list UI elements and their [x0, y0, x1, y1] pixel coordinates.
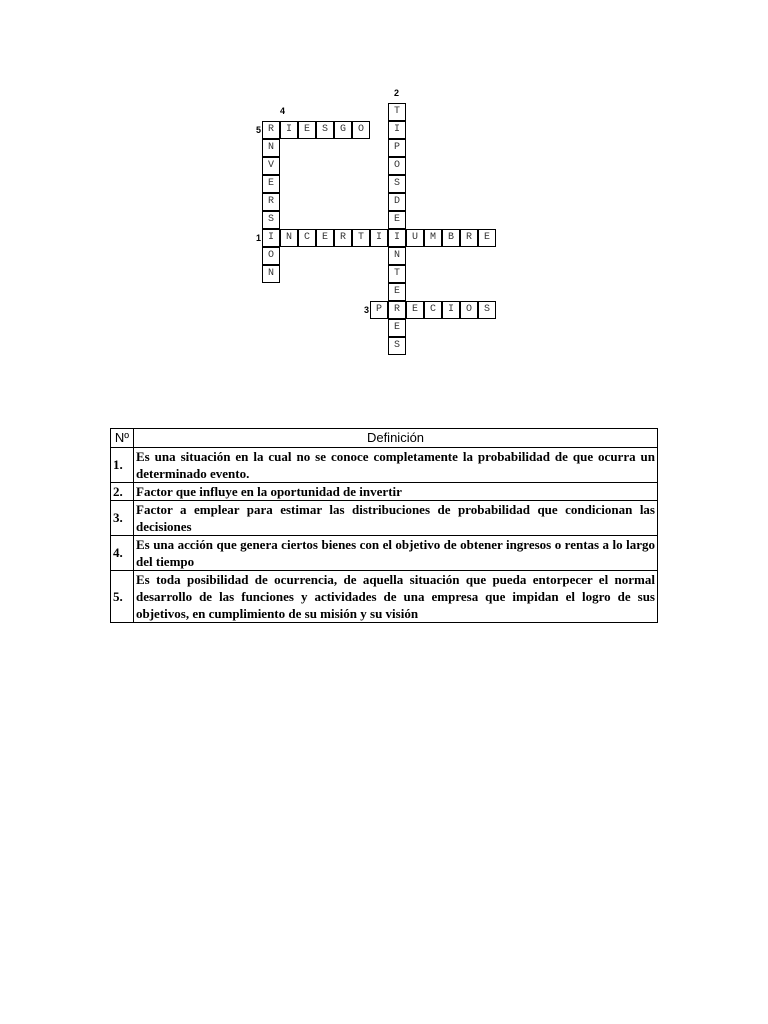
clue-number-2: 2: [394, 88, 400, 98]
crossword-cell: I: [280, 121, 298, 139]
row-definition: Factor que influye en la oportunidad de invertir: [134, 483, 658, 501]
crossword-cell: T: [388, 265, 406, 283]
row-definition: Es toda posibilidad de ocurrencia, de aquella situación que pueda entorpecer el normal desarrollo de las funciones y actividades de una empresa que impidan el logro de sus objetivos, en cumplimiento de su misión y su visión: [134, 571, 658, 623]
crossword-cell: O: [388, 157, 406, 175]
crossword-cell: E: [388, 283, 406, 301]
clue-number-4: 4: [280, 106, 286, 116]
crossword-cell: O: [460, 301, 478, 319]
crossword-puzzle: [0, 0, 768, 380]
crossword-cell: R: [262, 121, 280, 139]
crossword-cell: R: [334, 229, 352, 247]
row-definition: Es una acción que genera ciertos bienes con el objetivo de obtener ingresos o rentas a lo largo del tiempo: [134, 536, 658, 571]
crossword-cell: C: [424, 301, 442, 319]
crossword-cell: P: [370, 301, 388, 319]
crossword-cell: E: [478, 229, 496, 247]
definitions-table: [110, 428, 658, 623]
crossword-cell: B: [442, 229, 460, 247]
crossword-cell: D: [388, 193, 406, 211]
crossword-cell: S: [262, 211, 280, 229]
crossword-cell: I: [388, 229, 406, 247]
header-definition: Definición: [134, 429, 658, 448]
crossword-cell: V: [262, 157, 280, 175]
crossword-cell: I: [442, 301, 460, 319]
table-row: [111, 536, 658, 571]
table-header-row: [111, 429, 658, 448]
table-row: [111, 501, 658, 536]
clue-number-5: 5: [256, 125, 262, 135]
row-number: 4.: [111, 536, 134, 571]
crossword-cell: T: [388, 103, 406, 121]
crossword-cell: S: [388, 175, 406, 193]
crossword-cell: N: [280, 229, 298, 247]
crossword-cell: E: [262, 175, 280, 193]
crossword-cell: S: [316, 121, 334, 139]
crossword-cell: I: [262, 229, 280, 247]
crossword-cell: P: [388, 139, 406, 157]
crossword-cell: E: [388, 211, 406, 229]
clue-number-3: 3: [364, 305, 370, 315]
table-row: [111, 448, 658, 483]
crossword-cell: C: [298, 229, 316, 247]
row-number: 5.: [111, 571, 134, 623]
crossword-cell: S: [478, 301, 496, 319]
row-definition: Es una situación en la cual no se conoce completamente la probabilidad de que ocurra un determinado evento.: [134, 448, 658, 483]
crossword-cell: M: [424, 229, 442, 247]
row-number: 1.: [111, 448, 134, 483]
row-number: 3.: [111, 501, 134, 536]
crossword-cell: I: [388, 121, 406, 139]
crossword-cell: U: [406, 229, 424, 247]
table-row: [111, 483, 658, 501]
crossword-cell: E: [388, 319, 406, 337]
crossword-cell: N: [262, 265, 280, 283]
crossword-cell: E: [316, 229, 334, 247]
crossword-cell: R: [460, 229, 478, 247]
crossword-cell: R: [262, 193, 280, 211]
crossword-cell: T: [352, 229, 370, 247]
crossword-cell: G: [334, 121, 352, 139]
crossword-cell: O: [352, 121, 370, 139]
crossword-cell: I: [370, 229, 388, 247]
crossword-cell: O: [262, 247, 280, 265]
row-definition: Factor a emplear para estimar las distribuciones de probabilidad que condicionan las decisiones: [134, 501, 658, 536]
crossword-cell: N: [388, 247, 406, 265]
crossword-cell: E: [406, 301, 424, 319]
table-row: [111, 571, 658, 623]
crossword-cell: R: [388, 301, 406, 319]
row-number: 2.: [111, 483, 134, 501]
crossword-cell: E: [298, 121, 316, 139]
clue-number-1: 1: [256, 233, 262, 243]
crossword-cell: N: [262, 139, 280, 157]
header-number: Nº: [111, 429, 134, 448]
crossword-cell: S: [388, 337, 406, 355]
